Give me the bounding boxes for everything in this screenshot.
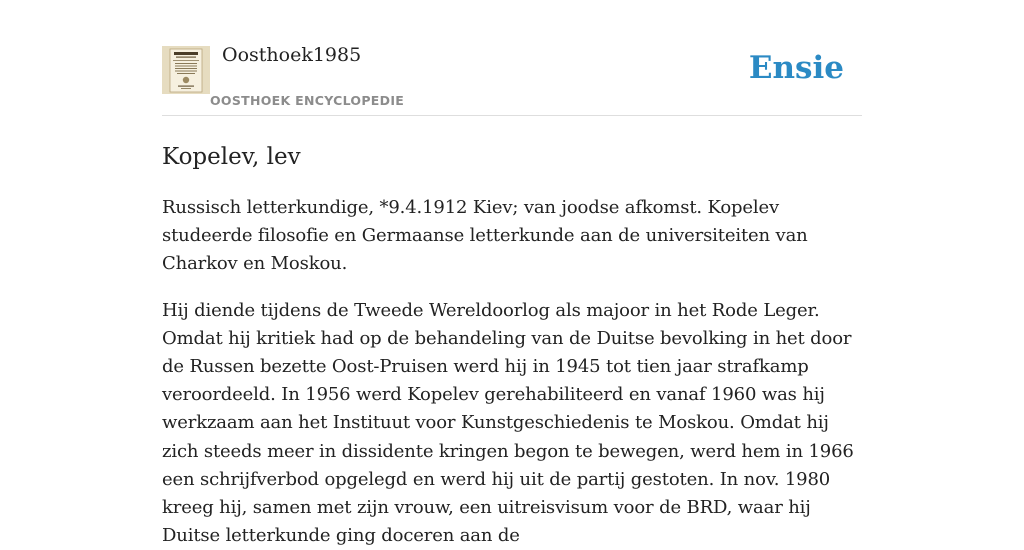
content-column bbox=[162, 0, 862, 550]
article-paragraph: Russisch letterkundige, *9.4.1912 Kiev; van joodse afkomst. Kopelev studeerde filosofie en Germaanse letterkunde aan de universiteiten van Charkov en Moskou. bbox=[162, 197, 808, 275]
article-paragraph: Hij diende tijdens de Tweede Wereldoorlog als majoor in het Rode Leger. Omdat hij kritiek had op de behandeling van de Duitse bevolking in het door de Russen bezette Oost-Pruisen werd hij in 1945 tot tien jaar strafkamp veroordeeld. In 1956 werd Kopelev gerehabiliteerd en vanaf 1960 was hij werkzaam aan het Instituut voor Kunstgeschiedenis te Moskou. Omdat hij zich steeds meer in dissidente kringen begon te bewegen, werd hem in 1966 een schrijfverbod opgelegd en werd hij uit de partij gestoten. In nov. 1980 kreeg hij, samen met zijn vrouw, een uitreisvisum voor de BRD, waar hij Duitse letterkunde ging doceren aan de bbox=[162, 299, 854, 547]
article-title: Kopelev, lev bbox=[162, 144, 301, 170]
ensie-logo[interactable]: Ensie bbox=[748, 50, 844, 86]
author-link[interactable]: Oosthoek1985 bbox=[222, 44, 362, 66]
source-label: OOSTHOEK ENCYCLOPEDIE bbox=[210, 93, 405, 108]
encyclopedia-title-page-icon bbox=[162, 46, 210, 94]
avatar[interactable] bbox=[162, 46, 210, 94]
header bbox=[162, 0, 862, 116]
